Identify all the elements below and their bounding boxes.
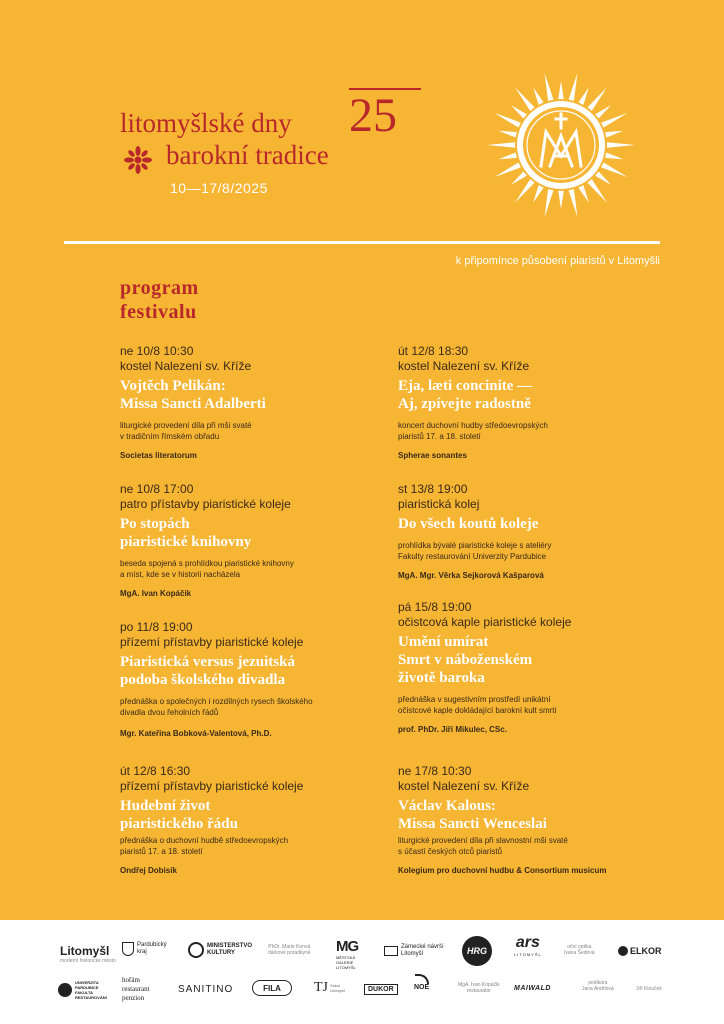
event-description bbox=[120, 835, 380, 857]
logo-text: UNIVERZITA bbox=[75, 980, 99, 985]
event-title-line: Smrt v náboženském bbox=[398, 652, 533, 668]
envelope-icon bbox=[384, 946, 398, 956]
event-date: pá 15/8 19:00 bbox=[398, 600, 472, 614]
logo-text: Litomyšl bbox=[401, 951, 424, 957]
logo-text: MAIWALD bbox=[514, 985, 551, 992]
event-title bbox=[398, 633, 658, 687]
logo-text: Zámecké návrší bbox=[401, 944, 444, 950]
event-title bbox=[120, 653, 380, 689]
event-description bbox=[398, 835, 658, 857]
festival-title-line2: barokní tradice bbox=[166, 140, 329, 170]
event-description-line: s účastí českých otců piaristů bbox=[398, 847, 503, 856]
logo-ars-litomysl bbox=[514, 934, 542, 957]
event-description-line: divadla dvou řeholních řádů bbox=[120, 708, 219, 717]
event-title-line: Po stopách bbox=[120, 516, 190, 532]
festival-title-line1: litomyšlské dny bbox=[120, 108, 292, 138]
event-description bbox=[120, 696, 380, 718]
logo-subtext: Sokol Litomyšl bbox=[330, 983, 345, 993]
logo-horam-restaurant bbox=[122, 976, 150, 1003]
event-description-line: přednáška o společných i rozdílných rysech školského bbox=[120, 697, 313, 706]
sun-ray bbox=[533, 185, 543, 202]
logo-text: RESTAUROVÁNÍ bbox=[75, 995, 107, 1000]
event-title-line: podoba školského divadla bbox=[120, 672, 286, 688]
event-description-line: piaristů 17. a 18. století bbox=[398, 432, 481, 441]
logo-text: oční optika bbox=[567, 944, 592, 950]
sun-ray bbox=[595, 105, 611, 118]
event-description bbox=[120, 558, 380, 580]
logo-text: kraj bbox=[137, 949, 147, 955]
program-heading-line1: program bbox=[120, 277, 199, 299]
event-description-line: liturgické provedení díla při slavnostní mši svaté bbox=[398, 836, 568, 845]
logo-text: penzion bbox=[122, 994, 145, 1002]
logo-litomysl bbox=[60, 944, 116, 964]
logo-pedikura bbox=[582, 980, 614, 992]
logo-elkor bbox=[618, 946, 662, 956]
event-description-line: liturgické provedení díla při mši svaté bbox=[120, 421, 252, 430]
sun-ray bbox=[545, 73, 554, 101]
sun-ray bbox=[605, 131, 623, 138]
event-item bbox=[120, 620, 380, 739]
event-description-line: přednáška v sugestivním prostředí unikátní bbox=[398, 695, 551, 704]
event-title-line: Hudební život bbox=[120, 798, 211, 814]
sun-ray bbox=[569, 73, 578, 101]
program-heading bbox=[120, 276, 199, 324]
event-date: st 13/8 19:00 bbox=[398, 482, 468, 496]
program-heading-line2: festivalu bbox=[120, 301, 197, 323]
logo-mestska-galerie bbox=[336, 938, 358, 970]
festival-number: 25 bbox=[349, 89, 397, 142]
logo-subtext: moderní historické město bbox=[60, 958, 116, 964]
event-title-line: Umění umírat bbox=[398, 634, 489, 650]
event-title-line: Eja, læti concinite — bbox=[398, 378, 533, 394]
event-title-line: životě baroka bbox=[398, 670, 485, 686]
dove-icon bbox=[415, 974, 429, 984]
event-description-line: beseda spojená s prohlídkou piaristické knihovny bbox=[120, 559, 294, 568]
event-place: kostel Nalezení sv. Kříže bbox=[398, 359, 530, 373]
tagline: k připomínce působení piaristů v Litomyšli bbox=[455, 255, 660, 267]
sun-ray bbox=[533, 87, 543, 104]
event-date: út 12/8 18:30 bbox=[398, 344, 469, 358]
logo-text: Jiří Klouček bbox=[636, 986, 662, 992]
logo-text: MG bbox=[336, 938, 359, 955]
logo-text: TJ bbox=[314, 980, 328, 995]
logo-text: MgA. Ivan Kopáčik bbox=[458, 982, 500, 988]
event-place: přízemí přístavby piaristické koleje bbox=[120, 779, 304, 793]
event-performer: Kolegium pro duchovní hudbu & Consortium musicum bbox=[398, 866, 607, 875]
sun-ray bbox=[558, 191, 564, 209]
logo-text: Jana Andrlová bbox=[582, 986, 614, 992]
event-date: ne 17/8 10:30 bbox=[398, 764, 472, 778]
sun-ray bbox=[578, 87, 588, 104]
event-performer: MgA. Mgr. Věrka Sejkorová Kašparová bbox=[398, 571, 544, 580]
event-performer: Mgr. Kateřina Bobková-Valentová, Ph.D. bbox=[120, 729, 272, 738]
event-title-line: Vojtěch Pelikán: bbox=[120, 378, 226, 394]
sun-ray bbox=[515, 87, 535, 111]
sun-ray bbox=[511, 171, 527, 184]
event-place: patro přístavby piaristické koleje bbox=[120, 497, 291, 511]
event-title bbox=[120, 515, 380, 551]
event-item bbox=[398, 600, 658, 735]
event-title bbox=[120, 797, 380, 833]
logo-text: PhDr. Marie Konvá bbox=[268, 944, 311, 950]
event-performer: prof. PhDr. Jiří Mikulec, CSc. bbox=[398, 725, 507, 734]
event-description-line: a míst, kde se v historii nacházela bbox=[120, 570, 241, 579]
logo-text: DUKOR bbox=[364, 984, 398, 995]
event-description-line: přednáška o duchovní hudbě středoevropských bbox=[120, 836, 289, 845]
logo-text: Litomyšl bbox=[60, 944, 110, 958]
logo-sanitino bbox=[178, 984, 233, 995]
logo-text: ars bbox=[515, 934, 540, 951]
sun-ray bbox=[601, 113, 627, 128]
event-place: očistcová kaple piaristické koleje bbox=[398, 615, 572, 629]
event-title-line: Piaristická versus jezuitská bbox=[120, 654, 295, 670]
sun-ray bbox=[578, 185, 588, 202]
event-date: ne 10/8 10:30 bbox=[120, 344, 194, 358]
sun-ray bbox=[515, 179, 535, 203]
logo-text: hořám bbox=[122, 976, 140, 984]
event-description bbox=[120, 420, 380, 442]
logo-text: MINISTERSTVO bbox=[207, 943, 253, 949]
event-place: kostel Nalezení sv. Kříže bbox=[120, 359, 252, 373]
baroque-flower-icon bbox=[120, 142, 156, 178]
event-title-line: Aj, zpívejte radostně bbox=[398, 396, 531, 412]
sun-ray bbox=[595, 171, 611, 184]
sun-ray bbox=[587, 87, 607, 111]
logo-subtext: LITOMYŠL bbox=[514, 952, 542, 957]
logo-text: Pardubický bbox=[137, 942, 167, 948]
sun-ray bbox=[499, 153, 517, 160]
logo-text: KULTURY bbox=[207, 950, 235, 956]
event-performer: MgA. Ivan Kopáčik bbox=[120, 589, 192, 598]
logo-text-group bbox=[137, 942, 167, 956]
event-date: po 11/8 19:00 bbox=[120, 620, 193, 634]
event-item bbox=[120, 764, 380, 876]
logo-ocni-optika bbox=[564, 944, 595, 956]
event-item bbox=[120, 344, 380, 461]
logo-text-group bbox=[75, 980, 107, 1000]
elkor-mark-icon bbox=[618, 946, 628, 956]
header-divider bbox=[64, 241, 660, 244]
event-description bbox=[398, 540, 658, 562]
sun-ray bbox=[605, 153, 623, 160]
event-performer: Spherae sonantes bbox=[398, 451, 467, 460]
logo-text: Ivana Šedová bbox=[564, 950, 595, 956]
logo-phdr-marie bbox=[268, 944, 311, 956]
logo-zamecke-navrsi bbox=[384, 944, 444, 958]
event-title bbox=[398, 515, 658, 533]
logo-univerzita-pardubice bbox=[58, 980, 107, 1000]
event-description bbox=[398, 694, 658, 716]
event-title-line: Václav Kalous: bbox=[398, 798, 496, 814]
event-item bbox=[398, 344, 658, 461]
ministry-seal-icon bbox=[188, 942, 204, 958]
logo-text-group bbox=[207, 943, 252, 957]
marian-sun-emblem-icon bbox=[486, 70, 636, 220]
event-title-line: Missa Sancti Wenceslai bbox=[398, 816, 547, 832]
logo-text: FAKULTA bbox=[75, 990, 94, 995]
event-title-line: Do všech koutů koleje bbox=[398, 516, 539, 532]
logo-mga-kopacik bbox=[458, 982, 500, 994]
event-date: út 12/8 16:30 bbox=[120, 764, 191, 778]
event-title bbox=[120, 377, 380, 413]
event-place: přízemí přístavby piaristické koleje bbox=[120, 635, 304, 649]
sun-ray bbox=[558, 81, 564, 99]
logo-maiwald bbox=[514, 985, 551, 992]
logo-text: ELKOR bbox=[630, 946, 662, 956]
event-description bbox=[398, 420, 658, 442]
logo-text: HRG bbox=[462, 936, 492, 966]
logo-text: restaurant bbox=[122, 985, 150, 993]
logo-text: NOE bbox=[414, 984, 430, 991]
event-item bbox=[398, 482, 658, 581]
logo-tj-sokol bbox=[314, 980, 346, 996]
event-description-line: v tradičním římském obřadu bbox=[120, 432, 220, 441]
event-title-line: piaristického řádu bbox=[120, 816, 238, 832]
event-performer: Societas literatorum bbox=[120, 451, 197, 460]
event-performer: Ondřej Dobisík bbox=[120, 866, 177, 875]
logo-pardubicky-kraj bbox=[122, 942, 167, 956]
sun-ray bbox=[607, 142, 635, 148]
logo-ministerstvo-kultury bbox=[188, 942, 252, 958]
event-description-line: Fakulty restaurování Univerzity Pardubice bbox=[398, 552, 547, 561]
event-title-line: Missa Sancti Adalberti bbox=[120, 396, 266, 412]
sun-ray bbox=[494, 162, 520, 177]
event-item bbox=[398, 764, 658, 876]
crest-icon bbox=[122, 942, 134, 956]
event-description-line: očistcové kaple dokládající barokní kult smrti bbox=[398, 706, 557, 715]
sun-ray bbox=[494, 113, 520, 128]
logo-fila bbox=[252, 980, 292, 996]
event-title bbox=[398, 797, 658, 833]
sun-ray bbox=[545, 189, 554, 217]
sun-ray bbox=[487, 142, 515, 148]
event-place: kostel Nalezení sv. Kříže bbox=[398, 779, 530, 793]
logo-jiri-kloucek bbox=[636, 986, 662, 992]
logo-text: SANITINO bbox=[178, 984, 234, 995]
logo-text: pedikúra bbox=[588, 980, 608, 986]
sun-ray bbox=[511, 105, 527, 118]
sponsors-footer bbox=[0, 920, 724, 1024]
event-place: piaristická kolej bbox=[398, 497, 480, 511]
sun-ray bbox=[587, 179, 607, 203]
festival-dates: 10—17/8/2025 bbox=[170, 180, 268, 196]
logo-text-group bbox=[401, 944, 444, 958]
festival-header bbox=[120, 88, 440, 198]
sun-ray bbox=[499, 131, 517, 138]
logo-noe bbox=[414, 974, 429, 991]
logo-text: FILA bbox=[252, 980, 292, 996]
sun-ray bbox=[601, 162, 627, 177]
event-date: ne 10/8 17:00 bbox=[120, 482, 194, 496]
logo-text: dárkové poradkyně bbox=[268, 950, 311, 956]
event-description-line: piaristů 17. a 18. století bbox=[120, 847, 203, 856]
event-item bbox=[120, 482, 380, 599]
event-description-line: prohlídka bývalé piaristické koleje s ateliéry bbox=[398, 541, 552, 550]
event-title bbox=[398, 377, 658, 413]
logo-subtext: MĚSTSKÁ GALERIE LITOMYŠL bbox=[336, 955, 356, 970]
event-description-line: koncert duchovní hudby středoevropských bbox=[398, 421, 548, 430]
logo-text: restaurátor bbox=[466, 988, 491, 994]
logo-dukor bbox=[364, 984, 398, 995]
university-mark-icon bbox=[58, 983, 72, 997]
logo-hrg bbox=[462, 936, 492, 966]
sun-ray bbox=[569, 189, 578, 217]
logo-text: PARDUBICE bbox=[75, 985, 99, 990]
event-title-line: piaristické knihovny bbox=[120, 534, 252, 550]
